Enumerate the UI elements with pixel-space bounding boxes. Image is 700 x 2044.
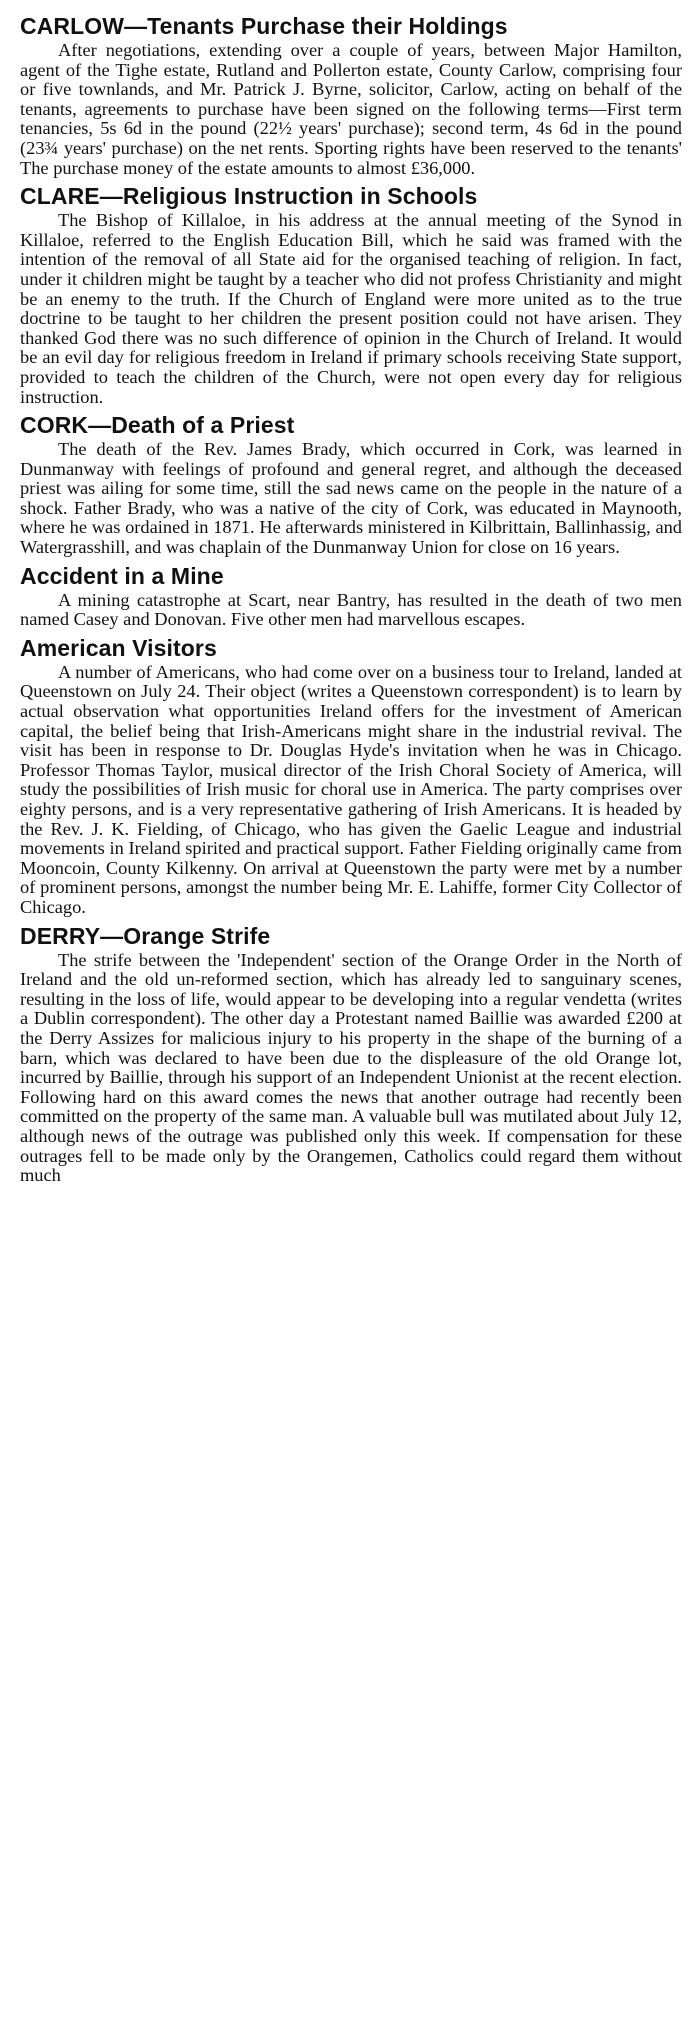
article-headline: Accident in a Mine: [20, 562, 224, 589]
article-body: A mining catastrophe at Scart, near Bantry, has resulted in the death of two men named Casey and Donovan. Five other men had marvellous escapes.: [20, 589, 682, 630]
article-clare: [20, 182, 682, 407]
article-headline: American Visitors: [20, 634, 217, 661]
article-body: After negotiations, extending over a couple of years, between Major Hamilton, agent of the Tighe estate, Rutland and Pollerton estate, County Carlow, comprising four or five townlands, and Mr. Patrick J. Byrne, solicitor, Carlow, acting on behalf of the tenants, agreements to purchase have been signed on the following terms—First term tenancies, 5s 6d in the pound (22½ years' purchase); second term, 4s 6d in the pound (23¾ years' purchase) on the net rents. Sporting rights have been reserved to the tenants' The purchase money of the estate amounts to almost £36,000.: [20, 40, 682, 178]
article-headline: CLARE—Religious Instruction in Schools: [20, 183, 478, 210]
article-body: The Bishop of Killaloe, in his address at the annual meeting of the Synod in Killaloe, referred to the English Education Bill, which he said was framed with the intention of the removal of all State aid for the organised teaching of religion. In fact, under it children might be taught by a teacher who did not profess Christianity and might be an enemy to the truth. If the Church of England were more united as to the true doctrine to be taught to her children the present position could not have arisen. They thanked God there was no such difference of opinion in the Church of Ireland. It would be an evil day for religious freedom in Ireland if primary schools receiving State support, provided to teach the children of the Church, were not open every day for religious instruction.: [20, 210, 682, 407]
article-cork: [20, 411, 682, 558]
article-headline: DERRY—Orange Strife: [20, 922, 271, 949]
article-carlow: [20, 12, 682, 178]
article-body: The death of the Rev. James Brady, which occurred in Cork, was learned in Dunmanway with feelings of profound and general regret, and although the deceased priest was ailing for some time, still the sad news came on the people in the nature of a shock. Father Brady, who was a native of the city of Cork, was educated in Maynooth, where he was ordained in 1871. He afterwards ministered in Kilbrittain, Ballinhassig, and Watergrasshill, and was chaplain of the Dunmanway Union for close on 16 years.: [20, 439, 682, 558]
article-headline: CORK—Death of a Priest: [20, 412, 295, 439]
article-headline: CARLOW—Tenants Purchase their Holdings: [20, 13, 508, 39]
article-body: The strife between the 'Independent' section of the Orange Order in the North of Ireland and the old un-reformed section, which has already led to sanguinary scenes, resulting in the loss of life, would appear to be developing into a regular vendetta (writes a Dublin correspondent). The other day a Protestant named Baillie was awarded £200 at the Derry Assizes for malicious injury to his property in the shape of the burning of a barn, which was declared to have been due to the displeasure of the old Orange lot, incurred by Baillie, through his support of an Independent Unionist at the recent election. Following hard on this award comes the news that another outrage had recently been committed on the property of the same man. A valuable bull was mutilated about July 12, although news of the outrage was published only this week. If compensation for these outrages fell to be made only by the Orangemen, Catholics could regard them without much: [20, 949, 682, 1186]
article-derry: [20, 922, 682, 1186]
article-american-visitors: [20, 634, 682, 918]
article-body: A number of Americans, who had come over on a business tour to Ireland, landed at Queenstown on July 24. Their object (writes a Queenstown correspondent) is to learn by actual observation what opportunities Ireland offers for the investment of American capital, the belief being that Irish-Americans might share in the industrial revival. The visit has been in response to Dr. Douglas Hyde's invitation when he was in Chicago. Professor Thomas Taylor, musical director of the Irish Choral Society of America, will study the possibilities of Irish music for choral use in America. The party comprises over eighty persons, and is a very representative gathering of Irish Americans. It is headed by the Rev. J. K. Fielding, of Chicago, who has given the Gaelic League and industrial movements in Ireland spirited and practical support. Father Fielding originally came from Mooncoin, County Kilkenny. On arrival at Queenstown the party were met by a number of prominent persons, amongst the number being Mr. E. Lahiffe, former City Collector of Chicago.: [20, 661, 682, 917]
article-mine-accident: [20, 562, 682, 630]
